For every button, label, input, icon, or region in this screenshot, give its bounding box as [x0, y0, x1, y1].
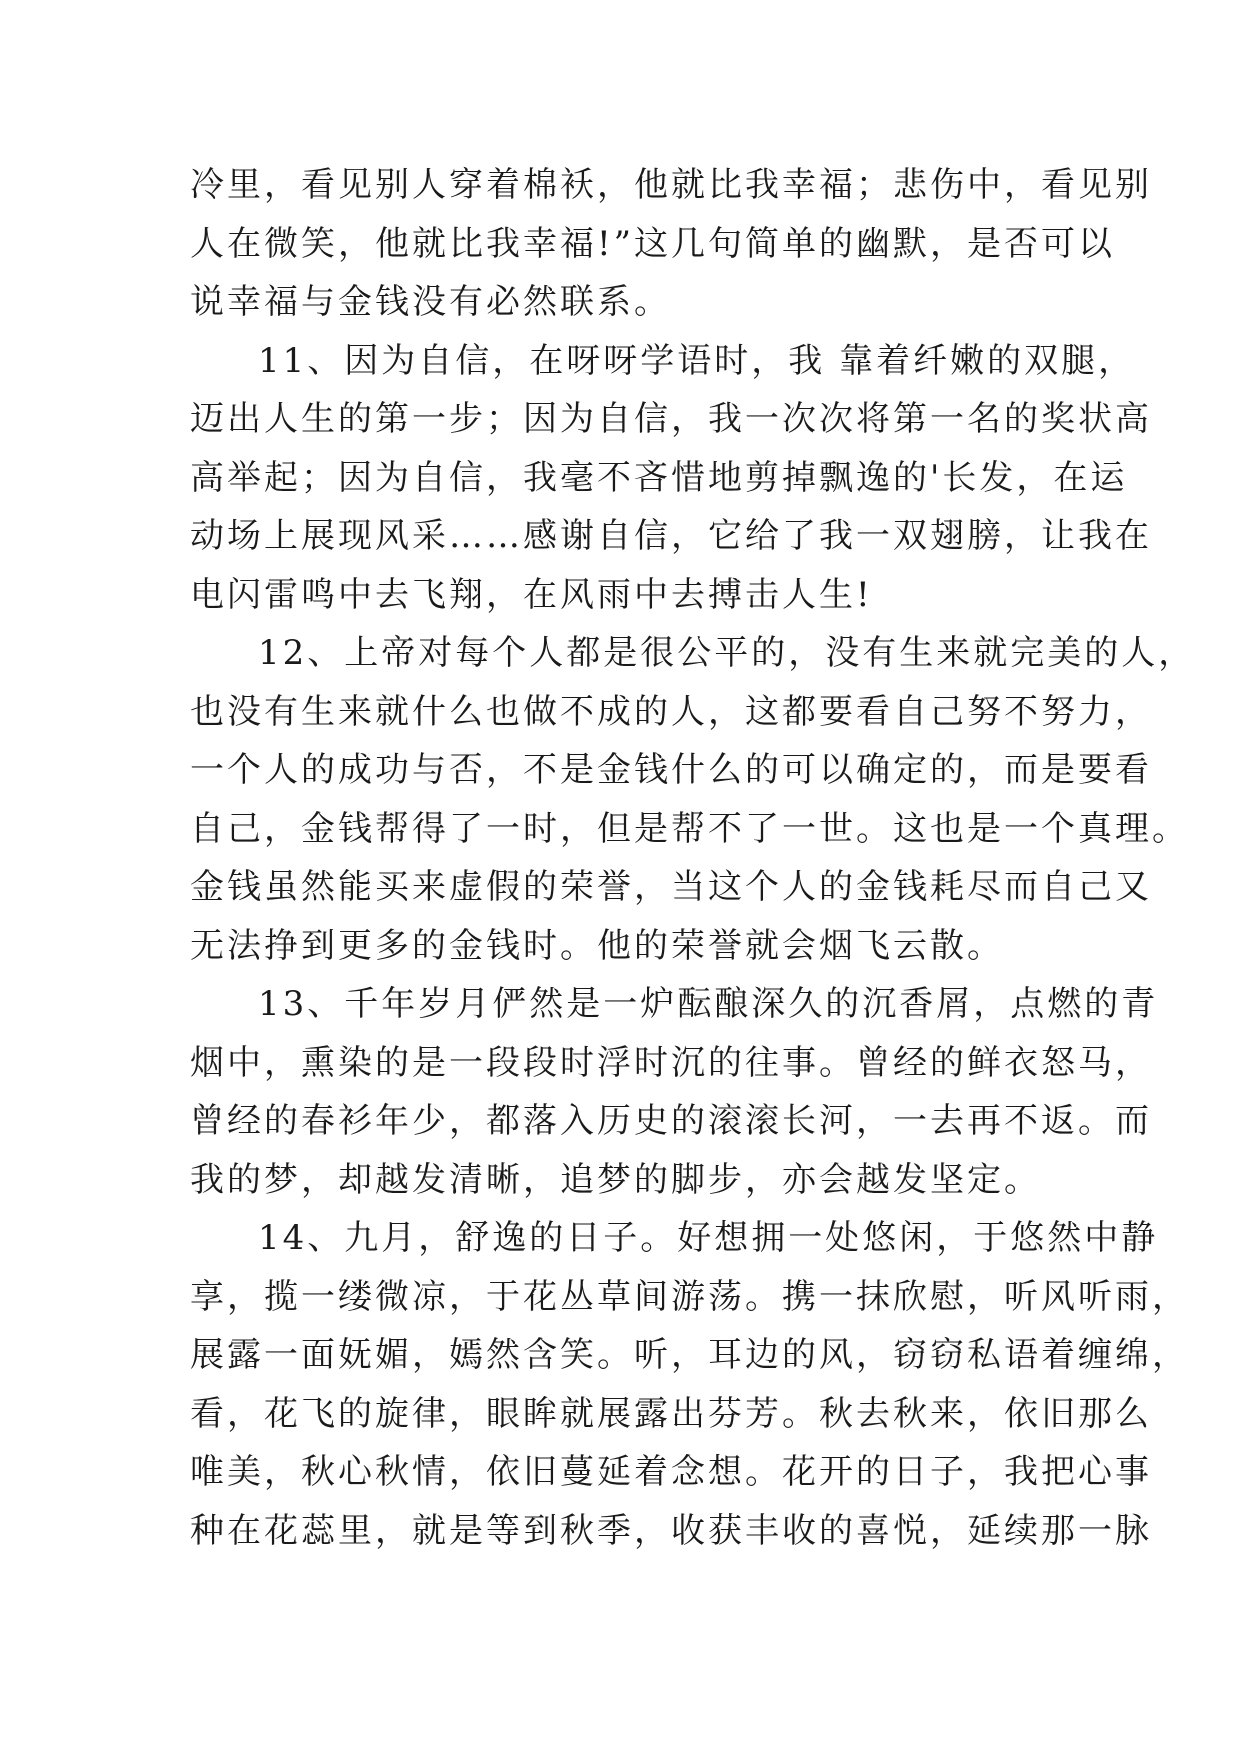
text-line: 迈出人生的第一步；因为自信，我一次次将第一名的奖状高 — [190, 399, 1152, 439]
text-line: 烟中，熏染的是一段段时浮时沉的往事。曾经的鲜衣怒马， — [190, 1042, 1152, 1083]
text-line: 唯美，秋心秋情，依旧蔓延着念想。花开的日子，我把心事 — [190, 1452, 1152, 1492]
text-line: 金钱虽然能买来虚假的荣誉，当这个人的金钱耗尽而自己又 — [190, 867, 1152, 907]
text-line: 享，揽一缕微凉，于花丛草间游荡。携一抹欣慰，听风听雨， — [190, 1276, 1189, 1317]
paragraph-13-first-line: 13、千年岁月俨然是一炉酝酿深久的沉香屑，点燃的青 — [258, 984, 1159, 1024]
paragraph-14-first-line: 14、九月，舒逸的日子。好想拥一处悠闲，于悠然中静 — [258, 1218, 1159, 1258]
text-line: 看，花飞的旋律，眼眸就展露出芬芳。秋去秋来，依旧那么 — [190, 1393, 1152, 1434]
paragraph-11-first-line: 11、因为自信，在呀呀学语时，我 靠着纤嫩的双腿， — [258, 340, 1136, 381]
text-line: 人在微笑，他就比我幸福!”这几句简单的幽默，是否可以 — [190, 223, 1116, 264]
text-line: 种在花蕊里，就是等到秋季，收获丰收的喜悦，延续那一脉 — [190, 1510, 1152, 1551]
text-line: 自己，金钱帮得了一时，但是帮不了一世。这也是一个真理。 — [190, 808, 1189, 849]
text-line: 展露一面妩媚，嫣然含笑。听，耳边的风，窃窃私语着缠绵， — [190, 1335, 1189, 1375]
text-line: 曾经的春衫年少，都落入历史的滚滚长河，一去再不返。而 — [190, 1101, 1152, 1141]
text-line: 我的梦，却越发清晰，追梦的脚步，亦会越发坚定。 — [190, 1159, 1041, 1200]
document-body — [190, 156, 1196, 1560]
text-line: 冷里，看见别人穿着棉袄，他就比我幸福；悲伤中，看见别 — [190, 165, 1152, 205]
text-line: 电闪雷鸣中去飞翔，在风雨中去搏击人生! — [190, 574, 873, 615]
text-line: 说幸福与金钱没有必然联系。 — [190, 282, 671, 322]
text-line: 也没有生来就什么也做不成的人，这都要看自己努不努力， — [190, 691, 1152, 732]
text-line: 无法挣到更多的金钱时。他的荣誉就会烟飞云散。 — [190, 925, 1004, 966]
paragraph-12-first-line: 12、上帝对每个人都是很公平的，没有生来就完美的人， — [258, 633, 1196, 673]
text-line: 一个人的成功与否，不是金钱什么的可以确定的，而是要看 — [190, 750, 1152, 790]
text-line: 动场上展现风采……感谢自信，它给了我一双翅膀，让我在 — [190, 516, 1152, 556]
text-line: 高举起；因为自信，我毫不吝惜地剪掉飘逸的'长发，在运 — [190, 457, 1128, 498]
